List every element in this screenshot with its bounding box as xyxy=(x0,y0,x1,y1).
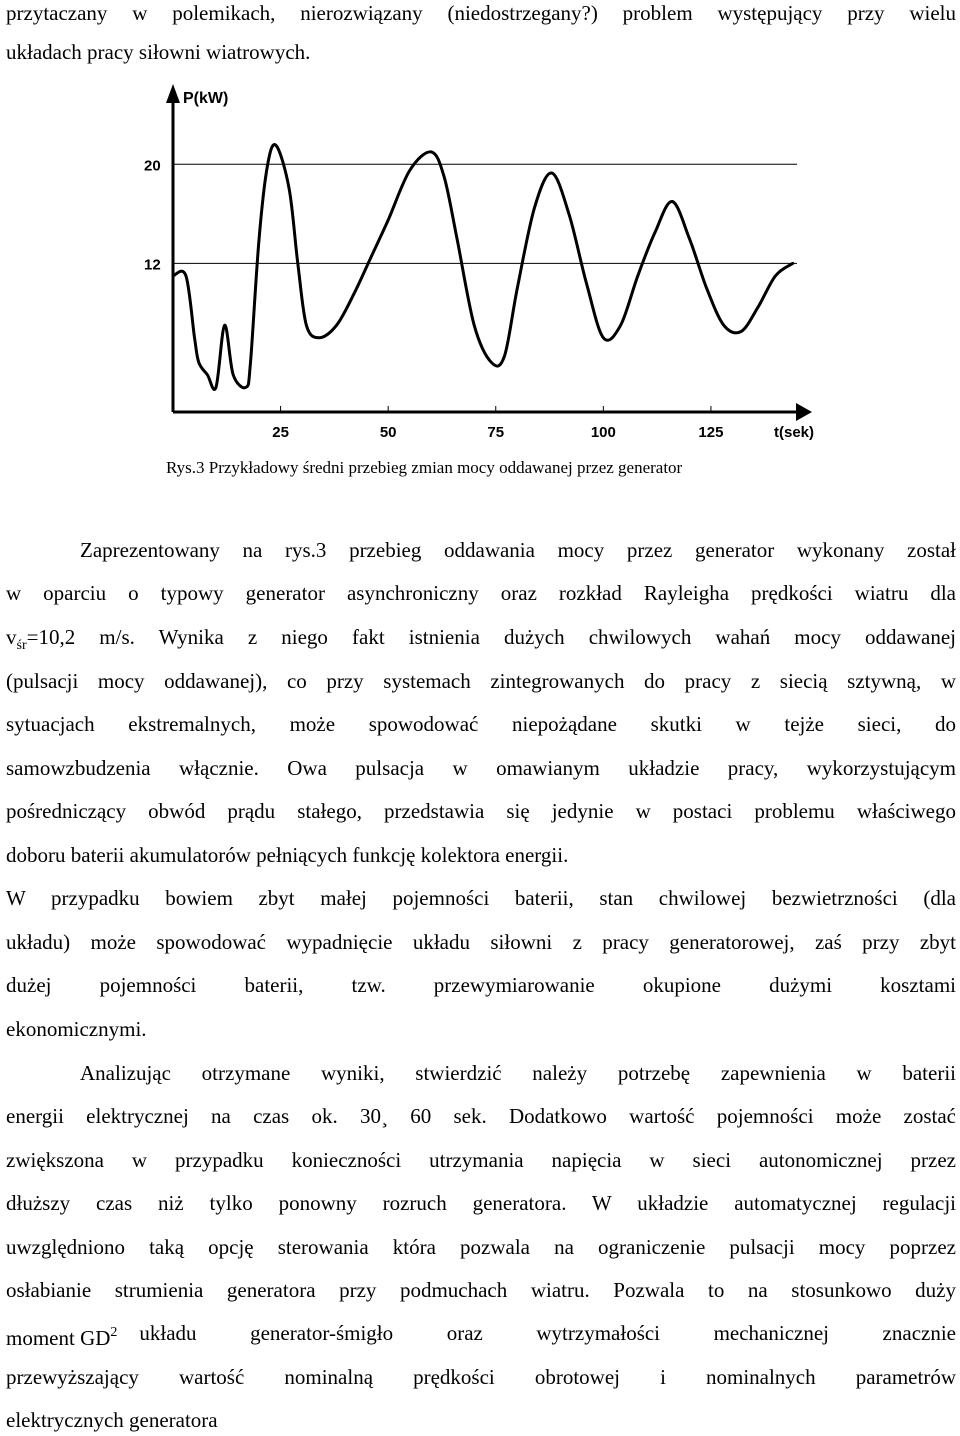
para2-line-2: układu) może spowodować wypadnięcie układu siłowni z pracy generatorowej, zaś przy zbyt xyxy=(6,930,956,954)
x-tick-label-4: 125 xyxy=(698,424,724,441)
x-tick-label-2: 75 xyxy=(487,424,505,441)
para1-line-4: (pulsacji mocy oddawanej), co przy systemach zintegrowanych do pracy z siecią sztywną, w xyxy=(6,669,956,693)
velocity-symbol: v xyxy=(6,625,17,649)
para3-line-9: elektrycznych generatora xyxy=(6,1408,218,1432)
moment-gd-text: moment GD xyxy=(6,1326,111,1350)
para1-line-3-text: =10,2 m/s. Wynika z niego fakt istnienia dużych chwilowych wahań mocy oddawanej xyxy=(26,625,956,649)
para3-line-1: Analizując otrzymane wyniki, stwierdzić należy potrzebę zapewnienia w baterii xyxy=(80,1061,956,1085)
intro-line-2: układach pracy siłowni wiatrowych. xyxy=(6,40,311,64)
para1-line-2: w oparciu o typowy generator asynchroniczny oraz rozkład Rayleigha prędkości wiatru dla xyxy=(6,581,956,605)
y-axis-label: P(kW) xyxy=(183,90,229,107)
power-chart xyxy=(0,0,960,450)
para1-line-6: samowzbudzenia włącznie. Owa pulsacja w omawianym układzie pracy, wykorzystującym xyxy=(6,756,956,780)
intro-line-1: przytaczany w polemikach, nierozwiązany (niedostrzegany?) problem występujący przy wielu xyxy=(6,1,956,25)
para3-line-6: osłabianie strumienia generatora przy podmuchach wiatru. Pozwala to na stosunkowo duży xyxy=(6,1278,956,1302)
x-tick-label-0: 25 xyxy=(272,424,289,441)
velocity-subscript: śr xyxy=(16,638,27,653)
para2-line-3: dużej pojemności baterii, tzw. przewymiarowanie okupione dużymi kosztami xyxy=(6,973,956,997)
para3-line-7-rest: układu generator-śmigło oraz wytrzymałości mechanicznej znacznie xyxy=(139,1321,956,1345)
series-line xyxy=(173,145,793,390)
y-axis-arrow xyxy=(166,84,180,103)
para1-line-1: Zaprezentowany na rys.3 przebieg oddawania mocy przez generator wykonany został xyxy=(80,538,956,562)
para3-line-7 xyxy=(6,1318,956,1353)
para3-line-4: dłuższy czas niż tylko ponowny rozruch generatora. W układzie automatycznej regulacji xyxy=(6,1191,956,1215)
para2-line-4: ekonomicznymi. xyxy=(6,1017,147,1041)
para1-line-8: doboru baterii akumulatorów pełniących funkcję kolektora energii. xyxy=(6,843,569,867)
x-tick-label-3: 100 xyxy=(590,424,616,441)
para1-line-5: sytuacjach ekstremalnych, może spowodować niepożądane skutki w tejże sieci, do xyxy=(6,712,956,736)
para3-line-5: uwzględniono taką opcję sterowania która pozwala na ograniczenie pulsacji mocy poprzez xyxy=(6,1235,956,1259)
x-axis-label: t(sek) xyxy=(774,424,815,441)
y-tick-label-0: 20 xyxy=(144,157,161,175)
y-tick-label-1: 12 xyxy=(144,256,161,274)
para1-line-7: pośredniczący obwód prądu stałego, przedstawia się jedynie w postaci problemu właściwego xyxy=(6,799,956,823)
para3-line-8: przewyższający wartość nominalną prędkości obrotowej i nominalnych parametrów xyxy=(6,1365,956,1389)
figure-caption: Rys.3 Przykładowy średni przebieg zmian mocy oddawanej przez generator xyxy=(166,458,683,477)
para2-line-1: W przypadku bowiem zbyt małej pojemności baterii, stan chwilowej bezwietrzności (dla xyxy=(6,886,956,910)
x-axis-arrow xyxy=(796,403,812,421)
gd-superscript: 2 xyxy=(110,1325,118,1340)
para3-line-3: zwiększona w przypadku konieczności utrzymania napięcia w sieci autonomicznej przez xyxy=(6,1148,956,1172)
para3-line-2: energii elektrycznej na czas ok. 30¸ 60 sek. Dodatkowo wartość pojemności może zostać xyxy=(6,1104,956,1128)
x-tick-label-1: 50 xyxy=(379,424,397,441)
para3-line-7-moment xyxy=(6,1318,117,1353)
chart-gridlines xyxy=(173,164,797,412)
para1-line-3 xyxy=(6,622,956,661)
